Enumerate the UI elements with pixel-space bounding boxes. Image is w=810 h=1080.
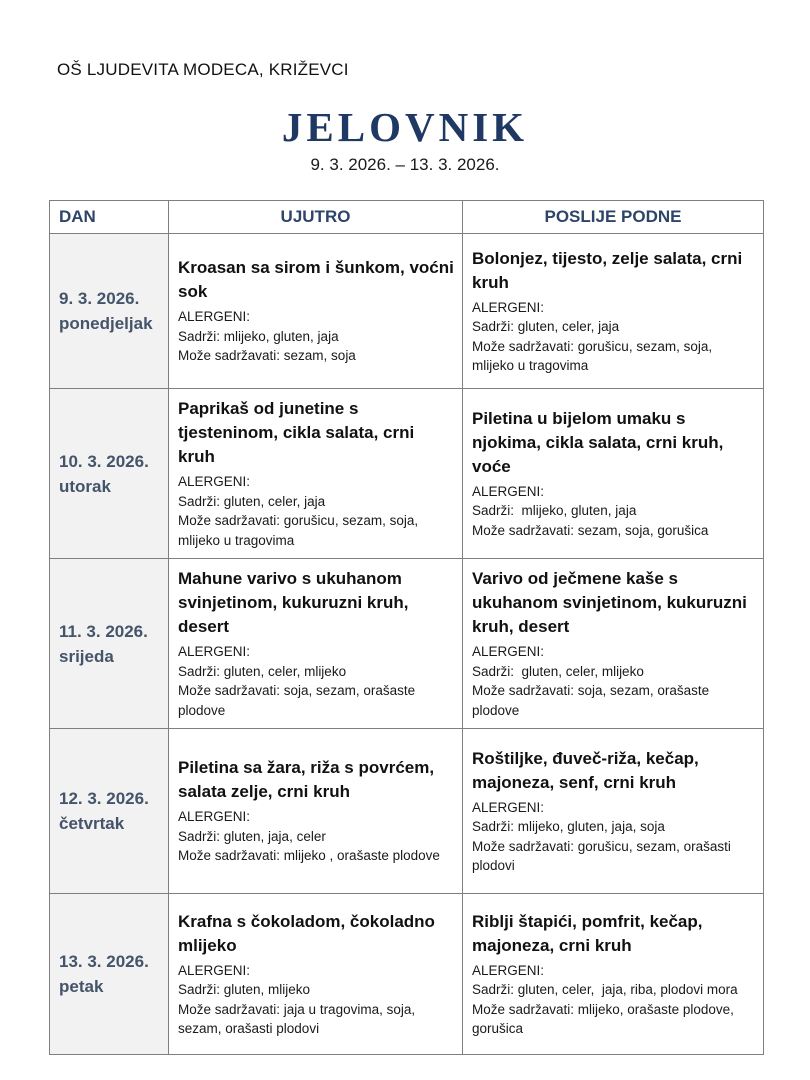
meal-name: Piletina u bijelom umaku s njokima, cikla salata, crni kruh, voće <box>472 408 724 476</box>
may-contain-line: Može sadržavati: soja, sezam, orašaste plodove <box>472 683 713 718</box>
morning-meal-cell <box>169 559 463 729</box>
weekday: četvrtak <box>59 814 125 833</box>
weekday: ponedjeljak <box>59 314 153 333</box>
contains-line: Sadrži: mlijeko, gluten, jaja, soja <box>472 819 665 834</box>
meal-name: Varivo od ječmene kaše s ukuhanom svinjetinom, kukuruzni kruh, desert <box>472 569 747 636</box>
menu-table <box>49 200 764 1055</box>
column-header-afternoon: POSLIJE PODNE <box>463 201 764 234</box>
contains-line: Sadrži: gluten, celer, mlijeko <box>472 663 644 679</box>
column-header-day: DAN <box>50 201 169 234</box>
morning-meal-cell <box>169 894 463 1055</box>
allergen-label: ALERGENI: <box>178 474 251 489</box>
afternoon-meal-cell <box>463 729 764 894</box>
weekday: srijeda <box>59 646 114 666</box>
morning-meal-cell <box>169 389 463 559</box>
contains-line: Sadrži: gluten, celer, jaja, riba, plodovi mora <box>472 982 738 997</box>
day-cell <box>50 729 169 894</box>
allergen-label: ALERGENI: <box>178 644 251 659</box>
date: 10. 3. 2026. <box>59 451 149 471</box>
school-name: OŠ LJUDEVITA MODECA, KRIŽEVCI <box>57 60 349 79</box>
table-row-tuesday <box>50 389 764 559</box>
contains-line: Sadrži: gluten, celer, jaja <box>472 319 620 334</box>
allergen-label: ALERGENI: <box>472 644 545 659</box>
contains-line: Sadrži: mlijeko, gluten, jaja <box>472 503 637 519</box>
may-contain-line: Može sadržavati: soja, sezam, orašaste plodove <box>178 683 419 718</box>
may-contain-line: Može sadržavati: jaja u tragovima, soja, sezam, orašasti plodovi <box>178 1001 419 1036</box>
morning-meal-cell <box>169 729 463 894</box>
allergen-label: ALERGENI: <box>472 483 545 499</box>
meal-name: Kroasan sa sirom i šunkom, voćni sok <box>178 258 454 302</box>
weekday: utorak <box>59 476 111 496</box>
meal-name: Paprikaš od junetine s tjesteninom, cikla salata, crni kruh <box>178 399 415 466</box>
meal-name: Riblji štapići, pomfrit, kečap, majoneza, crni kruh <box>472 911 703 955</box>
afternoon-meal-cell <box>463 894 764 1055</box>
contains-line: Sadrži: gluten, celer, jaja <box>178 493 326 509</box>
afternoon-meal-cell <box>463 389 764 559</box>
meal-name: Mahune varivo s ukuhanom svinjetinom, kukuruzni kruh, desert <box>178 569 409 636</box>
date: 11. 3. 2026. <box>59 621 148 641</box>
meal-name: Roštiljke, đuveč-riža, kečap, majoneza, senf, crni kruh <box>472 748 699 792</box>
weekday: petak <box>59 977 104 996</box>
may-contain-line: Može sadržavati: sezam, soja <box>178 348 356 364</box>
afternoon-meal-cell <box>463 234 764 389</box>
allergen-label: ALERGENI: <box>472 299 545 315</box>
contains-line: Sadrži: gluten, jaja, celer <box>178 828 326 844</box>
day-cell <box>50 559 169 729</box>
may-contain-line: Može sadržavati: sezam, soja, gorušica <box>472 522 709 538</box>
page-title: JELOVNIK <box>281 104 529 150</box>
meal-name: Bolonjez, tijesto, zelje salata, crni kruh <box>472 248 743 292</box>
allergen-label: ALERGENI: <box>472 799 545 815</box>
allergen-label: ALERGENI: <box>178 809 251 825</box>
day-cell <box>50 234 169 389</box>
day-cell <box>50 389 169 559</box>
may-contain-line: Može sadržavati: mlijeko , orašaste plodove <box>178 848 440 864</box>
date: 9. 3. 2026. <box>59 289 140 308</box>
contains-line: Sadrži: gluten, celer, mlijeko <box>178 663 347 679</box>
day-cell <box>50 894 169 1055</box>
meal-name: Krafna s čokoladom, čokoladno mlijeko <box>178 911 435 955</box>
date: 12. 3. 2026. <box>59 789 149 808</box>
morning-meal-cell <box>169 234 463 389</box>
date-range: 9. 3. 2026. – 13. 3. 2026. <box>310 155 500 174</box>
allergen-label: ALERGENI: <box>472 962 545 978</box>
table-row-thursday <box>50 729 764 894</box>
may-contain-line: Može sadržavati: gorušicu, sezam, soja, mlijeko u tragovima <box>178 513 422 548</box>
may-contain-line: Može sadržavati: gorušicu, sezam, soja, mlijeko u tragovima <box>472 338 716 373</box>
may-contain-line: Može sadržavati: gorušicu, sezam, orašasti plodovi <box>472 838 735 873</box>
table-row-wednesday <box>50 559 764 729</box>
date: 13. 3. 2026. <box>59 952 149 971</box>
allergen-label: ALERGENI: <box>178 962 251 978</box>
table-row-friday <box>50 894 764 1055</box>
meal-name: Piletina sa žara, riža s povrćem, salata zelje, crni kruh <box>178 758 435 802</box>
contains-line: Sadrži: gluten, mlijeko <box>178 982 311 997</box>
afternoon-meal-cell <box>463 559 764 729</box>
contains-line: Sadrži: mlijeko, gluten, jaja <box>178 328 339 344</box>
allergen-label: ALERGENI: <box>178 309 251 325</box>
may-contain-line: Može sadržavati: mlijeko, orašaste plodove, gorušica <box>472 1001 738 1036</box>
table-header-row <box>50 201 764 234</box>
column-header-morning: UJUTRO <box>169 201 463 234</box>
table-row-monday <box>50 234 764 389</box>
